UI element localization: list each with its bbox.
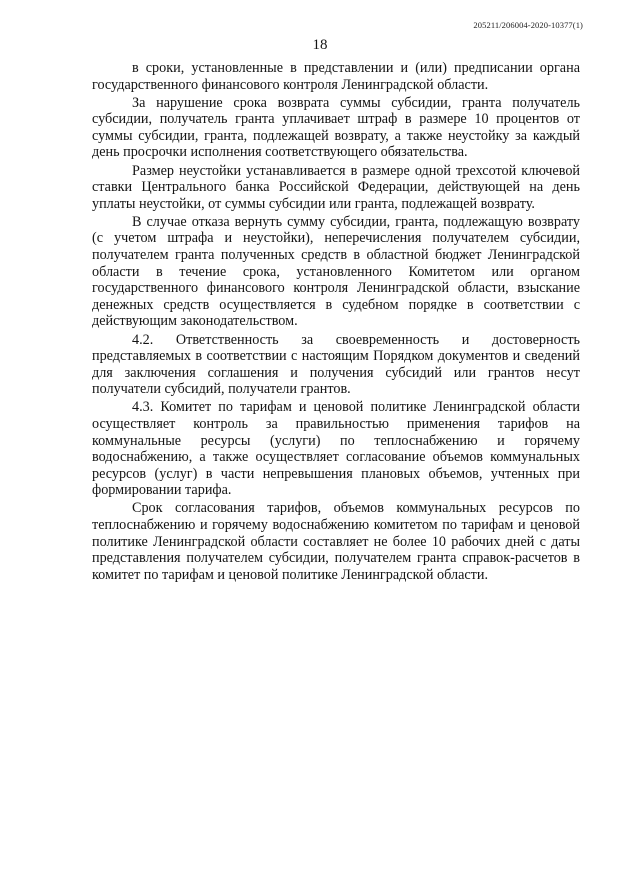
paragraph-forfeit-size: Размер неустойки устанавливается в размере одной трехсотой ключевой ставки Центрального банка Российской Федерации, действующей на день уплаты неустойки, от суммы субсидии или гранта, подлежащей возврату. <box>92 162 580 212</box>
paragraph-refusal: В случае отказа вернуть сумму субсидии, гранта, подлежащую возврату (с учетом штрафа и неустойки), неперечисления получателем субсидии, получателем гранта полученных средств в областной бюджет Ленинградской области в течение срока, установленного Комитетом или органом государственного финансового контроля Ленинградской области, взыскание денежных средств осуществляется в судебном порядке в соответствии с действующим законодательством. <box>92 213 580 330</box>
paragraph-4-3: 4.3. Комитет по тарифам и ценовой политике Ленинградской области осуществляет контроль за правильностью применения тарифов на коммунальные ресурсы (услуги) по теплоснабжению и горячему водоснабжению, а также осуществляет согласование объемов коммунальных ресурсов (услуг) в части непревышения плановых объемов, учтенных при формировании тарифа. <box>92 399 580 499</box>
document-body <box>92 60 580 585</box>
paragraph-continuation: в сроки, установленные в представлении и (или) предписании органа государственного финансового контроля Ленинградской области. <box>92 60 580 93</box>
paragraph-approval-term: Срок согласования тарифов, объемов коммунальных ресурсов по теплоснабжению и горячему водоснабжению комитетом по тарифам и ценовой политике Ленинградской области составляет не более 10 рабочих дней с даты представления получателем субсидии, получателем гранта справок-расчетов в комитет по тарифам и ценовой политике Ленинградской области. <box>92 500 580 583</box>
paragraph-4-2: 4.2. Ответственность за своевременность и достоверность представляемых в соответствии с настоящим Порядком документов и сведений для заключения соглашения и получения субсидий или грантов несут получатели субсидий, получатели грантов. <box>92 331 580 398</box>
page-number: 18 <box>312 37 328 53</box>
paragraph-penalty: За нарушение срока возврата суммы субсидии, гранта получатель субсидии, получатель гранта уплачивает штраф в размере 10 процентов от суммы субсидии, гранта, подлежащей возврату, а также неустойку за каждый день просрочки исполнения соответствующего обязательства. <box>92 94 580 161</box>
document-id: 205211/206004-2020-10377(1) <box>473 20 583 30</box>
